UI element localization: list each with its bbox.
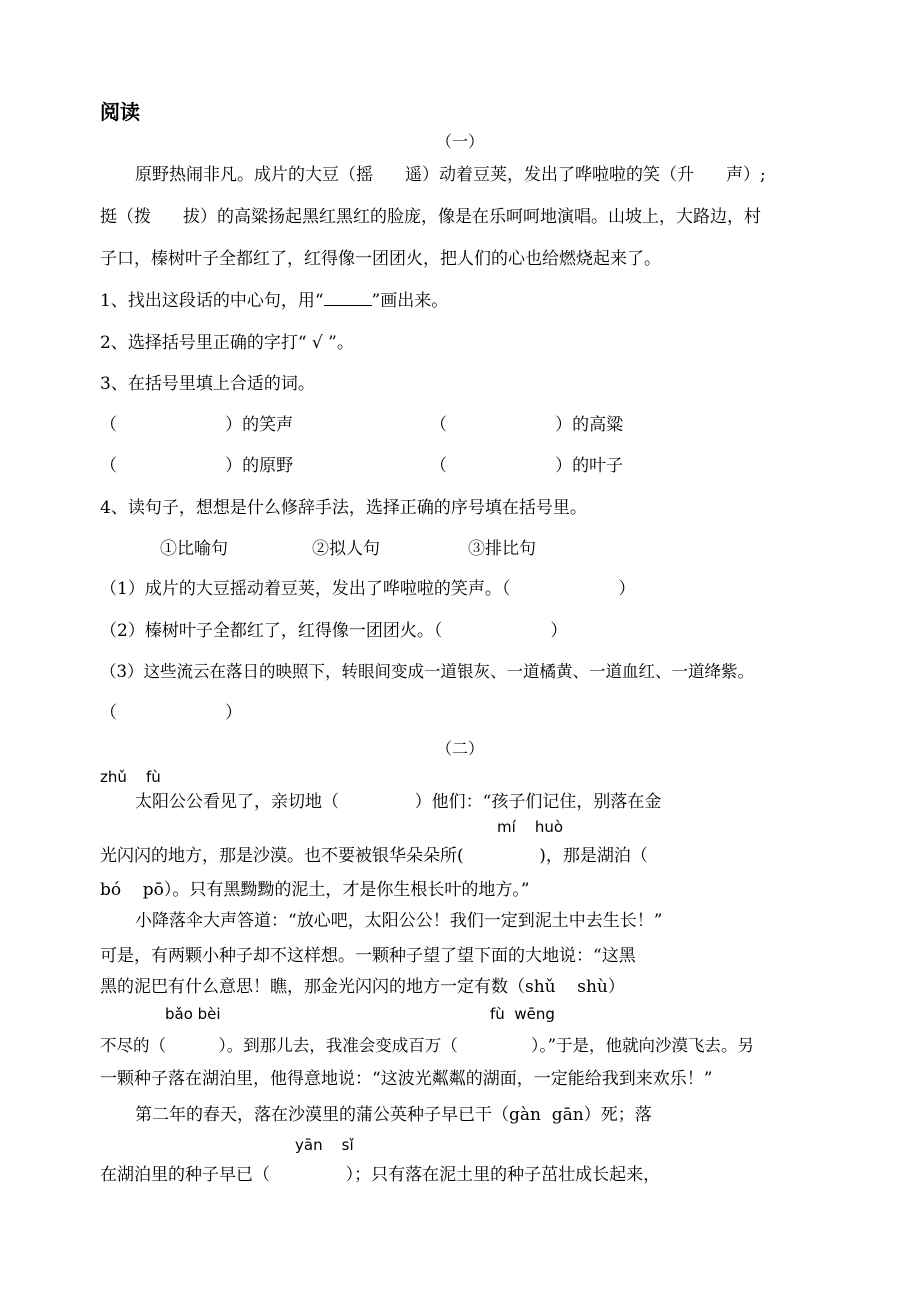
passage-line-2 xyxy=(100,206,761,228)
passage-line-2-part-a: 挺（拨 xyxy=(100,207,151,227)
story-line-5: 可是，有两颗小种子却不这样想。一颗种子望了望下面的大地说：“这黑 xyxy=(100,946,636,966)
pinyin-zhufu: zhǔ fù xyxy=(100,768,161,786)
question-2: 2、选择括号里正确的字打“ √ ”。 xyxy=(100,333,354,353)
pinyin-mihuo: mí huò xyxy=(497,818,564,836)
story-line-3: bó pō）。只有黑黝黝的泥土，才是你生根长叶的地方。” xyxy=(100,880,530,900)
section-two-heading: （二） xyxy=(435,739,484,758)
story-line-7: 不尽的（ ）。到那儿去，我准会变成百万（ ）。”于是，他就向沙漠飞去。另 xyxy=(100,1036,755,1055)
story-line-10: 在湖泊里的种子早已（ ）；只有落在泥土里的种子茁壮成长起来， xyxy=(100,1165,661,1185)
passage-line-1-part-c: 声）; xyxy=(726,165,766,185)
sentence-2: （2）榛树叶子全都红了，红得像一团团火。（ ） xyxy=(100,621,568,641)
option-personification: ②拟人句 xyxy=(312,539,380,559)
question-4: 4、读句子，想想是什么修辞手法，选择正确的序号填在括号里。 xyxy=(100,498,587,518)
sentence-1: （1）成片的大豆摇动着豆荚，发出了哗啦啦的笑声。（ ） xyxy=(100,579,636,599)
passage-line-1-part-a: 原野热闹非凡。成片的大豆（摇 xyxy=(135,165,373,185)
pinyin-fuweng: fù wēng xyxy=(490,1005,555,1023)
q3-row1-right: （ ）的高粱 xyxy=(430,415,624,435)
story-line-8: 一颗种子落在湖泊里，他得意地说：“这波光粼粼的湖面，一定能给我到来欢乐！” xyxy=(100,1069,713,1089)
q3-row1-left: （ ）的笑声 xyxy=(100,415,294,435)
passage-line-3: 子口，榛树叶子全都红了，红得像一团团火，把人们的心也给燃烧起来了。 xyxy=(100,249,661,269)
story-line-4: 小降落伞大声答道：“放心吧，太阳公公！我们一定到泥土中去生长！” xyxy=(135,911,663,931)
story-line-6: 黑的泥巴有什么意思！瞧，那金光闪闪的地方一定有数（shǔ shù） xyxy=(100,977,625,997)
pinyin-baobei: bǎo bèi xyxy=(165,1005,221,1023)
passage-line-2-part-b: 拔）的高粱扬起黑红黑红的脸庞，像是在乐呵呵地演唱。山坡上，大路边，村 xyxy=(183,207,761,227)
q3-row2-left: （ ）的原野 xyxy=(100,456,294,476)
question-1 xyxy=(100,290,448,312)
story-line-2: 光闪闪的地方，那是沙漠。也不要被银华朵朵所( )，那是湖泊（ xyxy=(100,846,648,866)
question-3: 3、在括号里填上合适的词。 xyxy=(100,374,315,394)
pinyin-yansi: yān sǐ xyxy=(295,1136,354,1154)
question-1-part-b: ”画出来。 xyxy=(371,291,449,311)
option-parallelism: ③排比句 xyxy=(468,539,536,559)
section-one-heading: （一） xyxy=(435,132,484,151)
passage-line-1-part-b: 遥）动着豆荚，发出了哗啦啦的笑（升 xyxy=(405,165,694,185)
story-line-1: 太阳公公看见了，亲切地（ ）他们：“孩子们记住，别落在金 xyxy=(135,792,662,812)
sentence-3: （3）这些流云在落日的映照下，转眼间变成一道银灰、一道橘黄、一道血红、一道绛紫。 xyxy=(100,662,754,681)
q3-row2-right: （ ）的叶子 xyxy=(430,456,624,476)
sentence-3-answer: （ ） xyxy=(100,703,243,723)
passage-line-1 xyxy=(135,164,766,186)
page-title: 阅读 xyxy=(100,100,140,124)
option-simile: ①比喻句 xyxy=(160,539,228,559)
underline-blank xyxy=(324,291,372,306)
story-line-9: 第二年的春天，落在沙漠里的蒲公英种子早已干（gàn gān）死；落 xyxy=(135,1105,652,1125)
question-1-part-a: 1、找出这段话的中心句，用“ xyxy=(100,291,324,311)
